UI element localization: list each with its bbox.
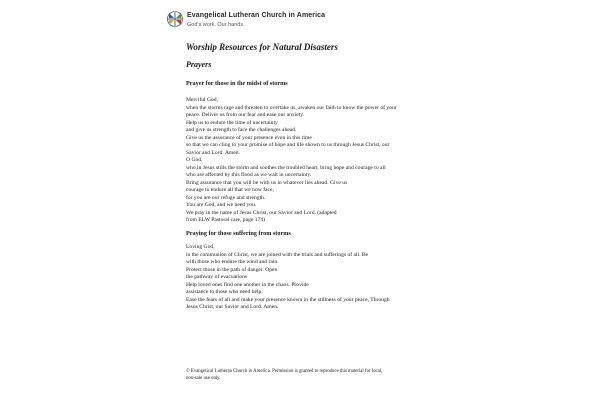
prayer-line: who are affected by this flood as we wait in uncertainty. (186, 172, 312, 178)
org-name: Evangelical Lutheran Church in America (187, 12, 326, 19)
prayer-3-heading: Praying for those suffering from storms (186, 230, 291, 237)
document-title: Worship Resources for Natural Disasters (186, 42, 338, 52)
footer-line: non-sale use only. (186, 375, 221, 381)
prayer-line: Help loved ones find one another in the chaos. Provide (186, 281, 309, 288)
prayer-line: Jesus Christ, our Savior and Lord. Amen. (186, 304, 279, 310)
prayer-line: We pray in the name of Jesus Christ, our Savior and Lord. (adapted (186, 209, 337, 216)
prayer-line: with those who endure the wind and rain. (186, 259, 279, 265)
prayer-line: peace. Deliver us from our fear and ease our anxiety. (186, 112, 305, 118)
prayer-line: O God, (186, 157, 203, 163)
prayer-line: Ease the fears of all and make your presence known in the stillness of your peace, Through (186, 296, 390, 303)
org-tagline: God's work. Our hands. (187, 22, 245, 28)
prayer-line: Merciful God, (186, 97, 219, 103)
prayer-line: Protect those in the path of danger. Open (186, 266, 278, 273)
prayer-line: for you are our refuge and strength. (186, 194, 266, 201)
prayer-line: You are God, and we need you. (186, 202, 257, 208)
footer-line: © Evangelical Lutheran Church in America. Permission is granted to reproduce this material for local, (186, 369, 383, 374)
prayer-line: Loving God, (186, 244, 215, 250)
prayer-line: when the storms rage and threaten to overtake us, awaken our faith to know the power of your (186, 104, 397, 111)
prayer-line: courage to endure all that we now face, (186, 187, 274, 193)
elca-cross-icon (167, 10, 183, 28)
prayer-line: who in Jesus stills the storm and soothes the troubled heart, bring hope and courage to all (186, 164, 386, 171)
prayer-line: from ELW Pastoral care, page 174) (186, 217, 266, 223)
prayer-line: assistance to those who need help. (186, 289, 263, 295)
prayer-line: the pathway of evacuations (186, 274, 248, 280)
prayer-3-text (186, 244, 390, 312)
prayer-2-text (186, 157, 386, 225)
logo-block (167, 10, 367, 32)
prayer-line: Give us the assurance of your presence even in this time (186, 134, 312, 141)
copyright-footer (186, 369, 382, 382)
prayer-line: Savior and Lord. Amen. (186, 149, 240, 156)
prayer-1-text (186, 97, 397, 157)
prayer-line: Bring assurance that you will be with us in whatever lies ahead. Give us (186, 179, 348, 186)
section-title: Prayers (186, 60, 212, 69)
prayer-line: and give us strength to face the challenges ahead. (186, 127, 297, 133)
prayer-line: so that we can cling to your promise of hope and life shown to us through Jesus Christ, our (186, 142, 390, 148)
prayer-1-heading: Prayer for those in the midst of storms (186, 80, 288, 87)
prayer-line: in the communion of Christ, we are joined with the trials and sufferings of all. Be (186, 251, 369, 258)
prayer-line: Help us to endure the time of uncertainty (186, 119, 278, 126)
